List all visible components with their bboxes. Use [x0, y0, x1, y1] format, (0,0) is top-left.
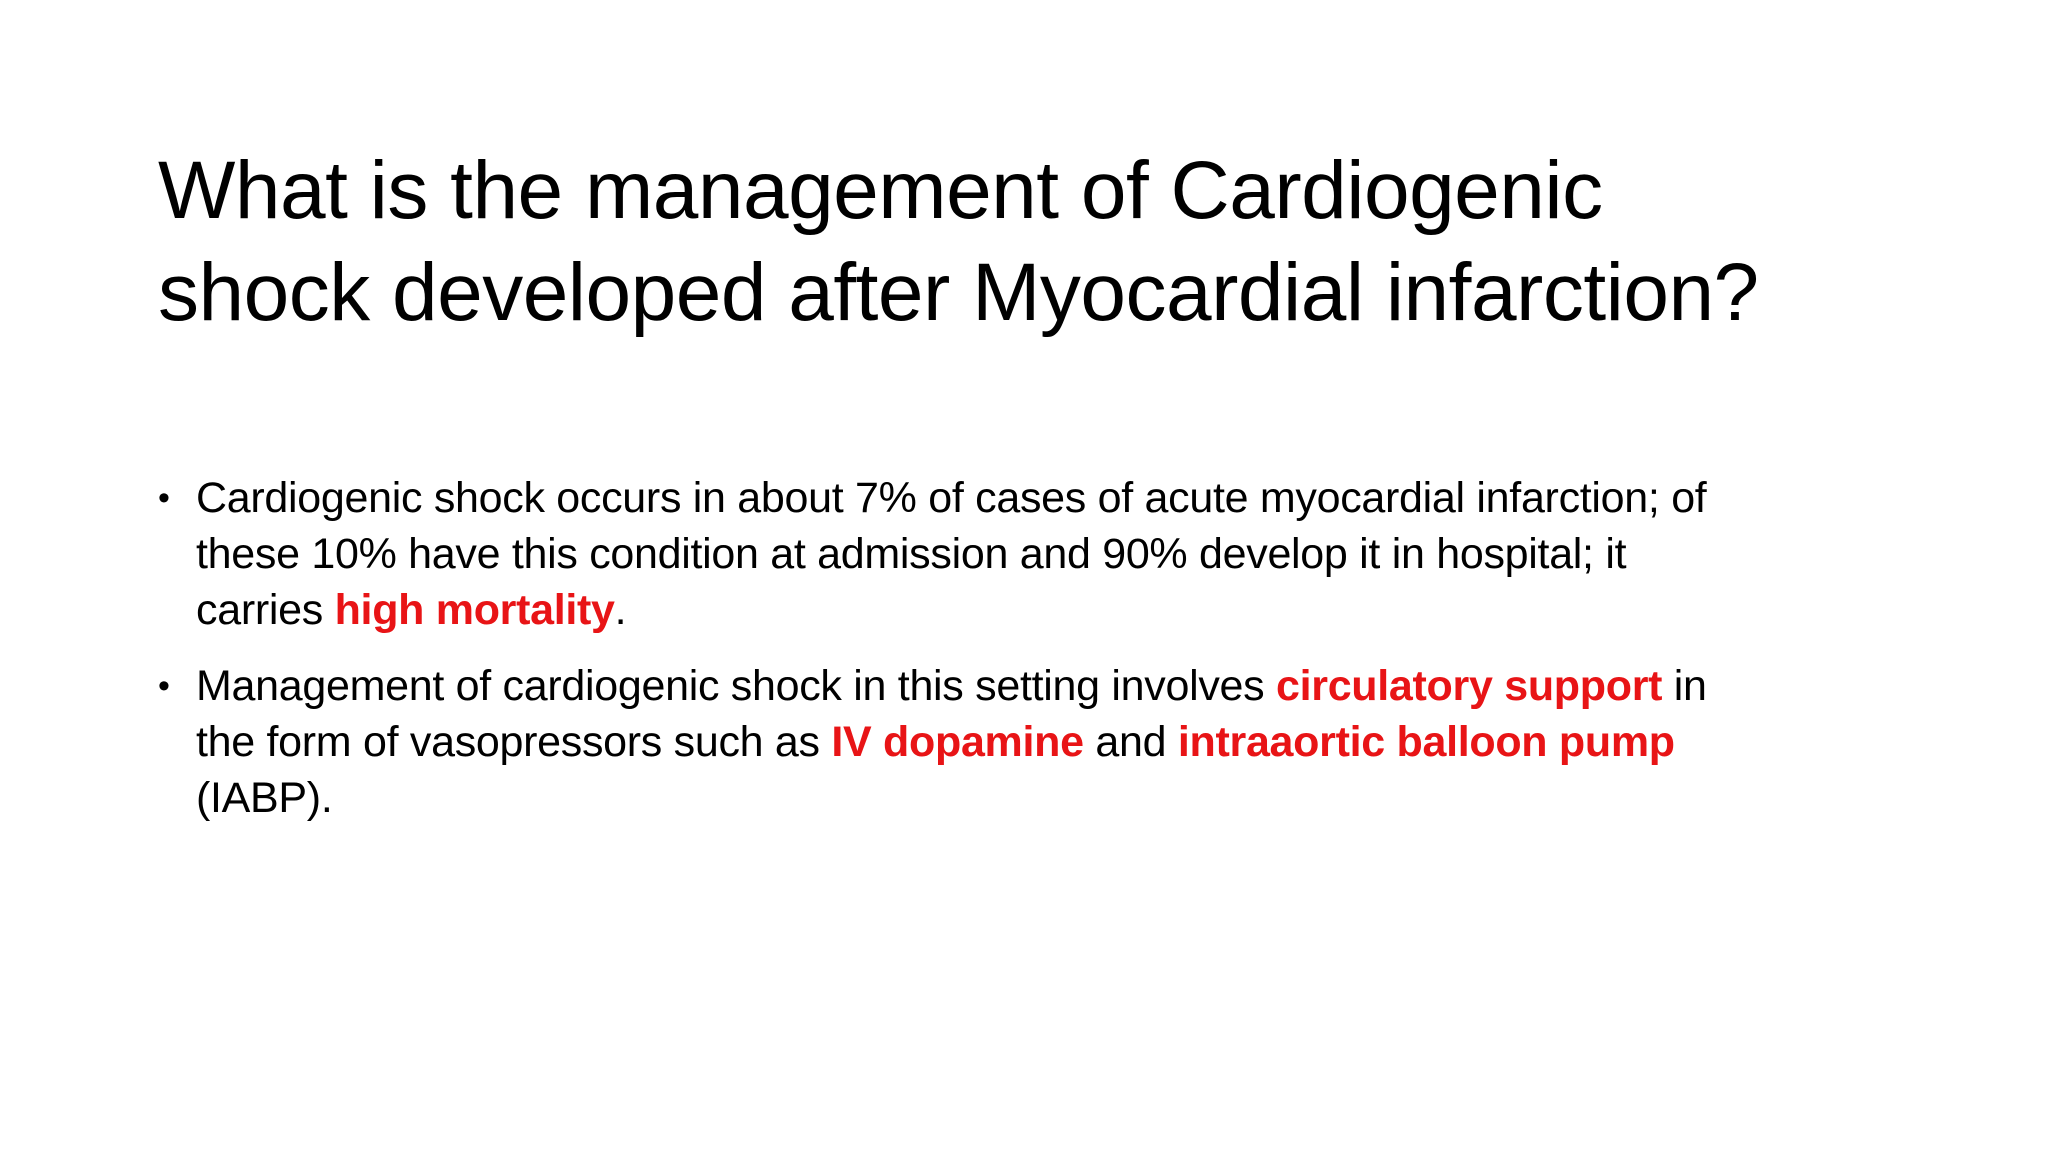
bullet-text: [196, 470, 1918, 638]
bullet-list: [158, 470, 1918, 846]
text-segment: the form of vasopressors such as: [196, 718, 832, 766]
text-segment: .: [614, 586, 627, 634]
text-segment: carries: [196, 586, 335, 634]
bullet-text: [196, 658, 1918, 826]
bullet-icon: •: [158, 479, 170, 517]
bullet-line: [196, 714, 1918, 770]
highlight-circulatory-support: circulatory support: [1276, 662, 1663, 710]
bullet-line: these 10% have this condition at admission and 90% develop it in hospital; it: [196, 530, 1627, 578]
bullet-line: [196, 582, 1918, 638]
highlight-iabp: intraaortic balloon pump: [1177, 718, 1675, 766]
title-line-1: What is the management of Cardiogenic: [158, 145, 1603, 236]
highlight-high-mortality: high mortality: [334, 586, 615, 634]
bullet-line: [196, 658, 1918, 714]
text-segment: and: [1083, 718, 1178, 766]
bullet-line: Cardiogenic shock occurs in about 7% of cases of acute myocardial infarction; of: [196, 474, 1707, 522]
text-segment: in: [1662, 662, 1707, 710]
bullet-icon: •: [158, 667, 170, 705]
bullet-item-management: [158, 658, 1918, 826]
title-line-2: shock developed after Myocardial infarction?: [158, 247, 1759, 338]
bullet-item-incidence: [158, 470, 1918, 638]
bullet-line: (IABP).: [196, 774, 333, 822]
highlight-iv-dopamine: IV dopamine: [831, 718, 1084, 766]
text-segment: Management of cardiogenic shock in this setting involves: [196, 662, 1276, 710]
slide-title: [158, 140, 1938, 344]
